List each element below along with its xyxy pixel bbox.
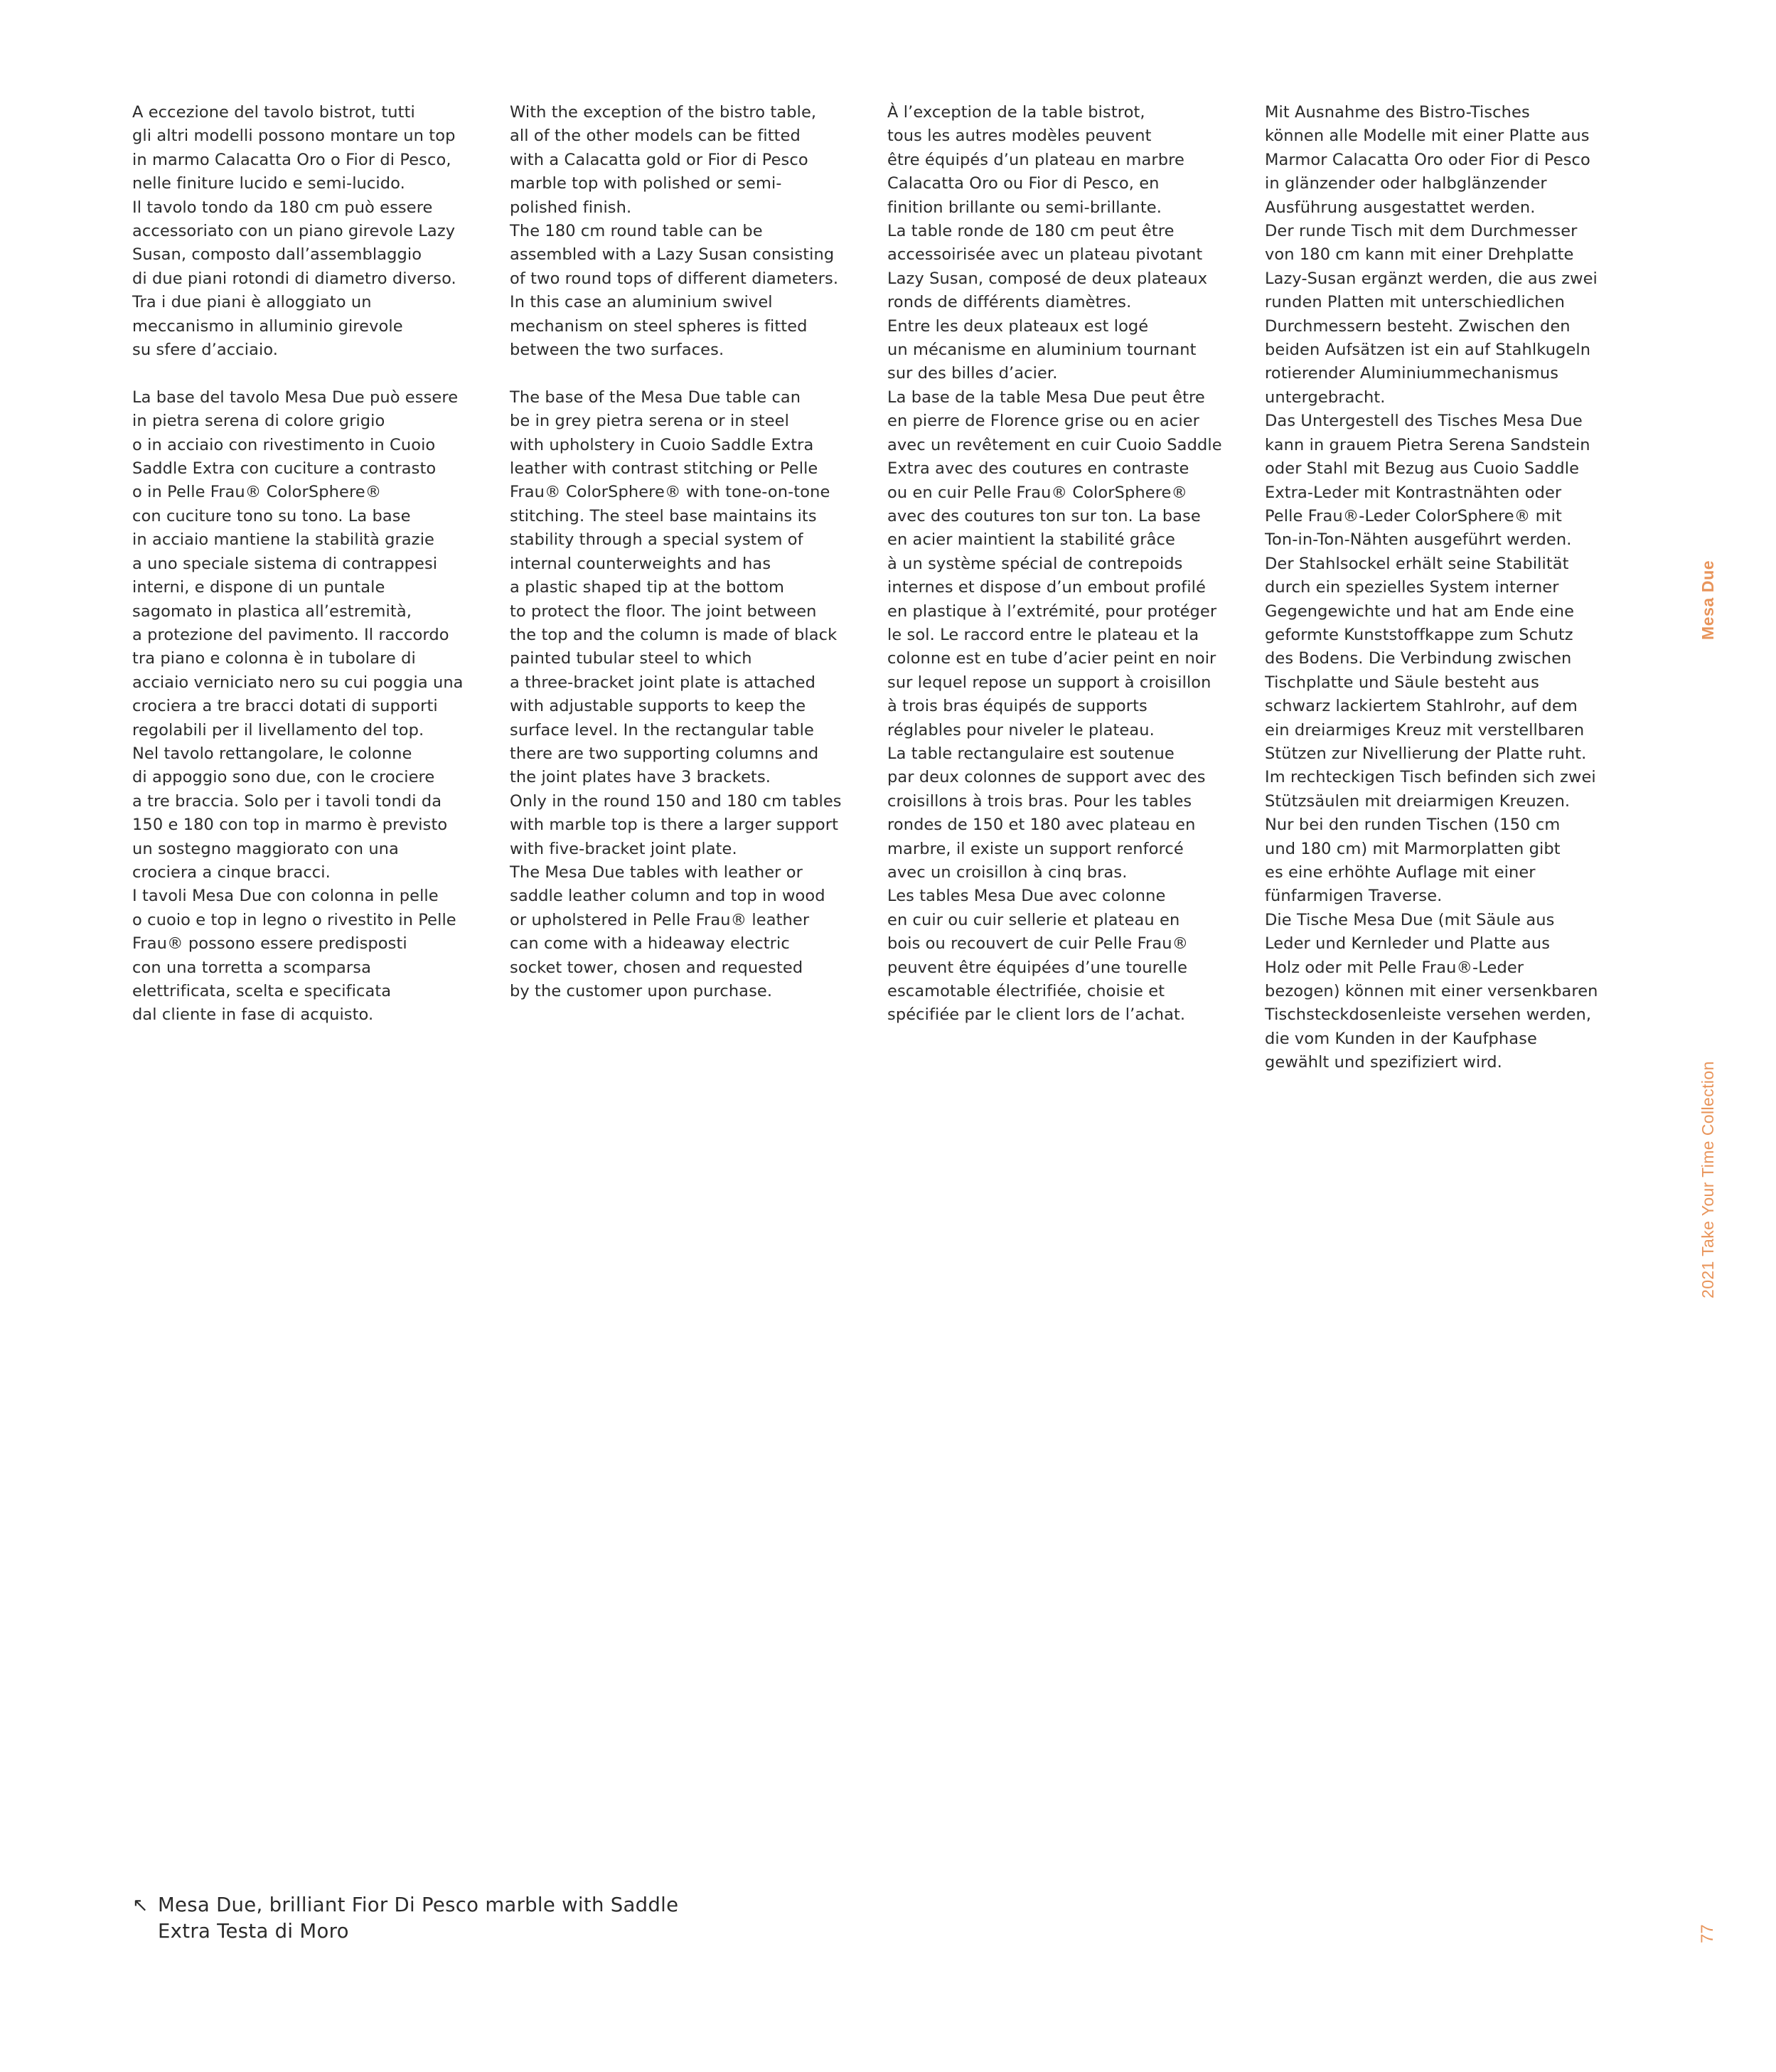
italian-paragraph-1: A eccezione del tavolo bistrot, tutti gli altri modelli possono montare un top in marmo Calacatta Oro o Fior di Pesco, nelle finiture lucido e semi-lucido. Il tavolo tondo da 180 cm può essere accessoriato con un piano girevole Lazy Susan, composto dall’assemblaggio di due piani rotondi di diametro diverso. Tra i due piani è alloggiato un meccanismo in alluminio girevole su sfere d’acciaio. [132,103,456,360]
column-german [1265,101,1620,1075]
column-italian [132,101,488,1027]
english-paragraph-1: With the exception of the bistro table, all of the other models can be fitted with a Calacatta gold or Fior di Pesco marble top with polished or semi- polished finish. The 180 cm round table can be assembled with a Lazy Susan consisting of two round tops of different diameters. In this case an aluminium swivel mechanism on steel spheres is fitted between the two surfaces. [510,103,839,360]
image-caption [132,1892,701,1945]
column-french [887,101,1243,1027]
caption-text: Mesa Due, brilliant Fior Di Pesco marble with Saddle Extra Testa di Moro [158,1894,679,1943]
page-number: 77 [1698,1924,1717,1943]
arrow-up-left-icon: ↖ [132,1894,149,1916]
section-title: Mesa Due [1699,560,1717,640]
italian-paragraph-2: La base del tavolo Mesa Due può essere in pietra serena di colore grigio o in acciaio con rivestimento in Cuoio Saddle Extra con cuciture a contrasto o in Pelle Frau® ColorSphere® con cuciture tono su tono. La base in acciaio mantiene la stabilità grazie a uno speciale sistema di contrappesi interni, e dispone di un puntale sagomato in plastica all’estremità, a protezione del pavimento. Il raccordo tra piano e colonna è in tubolare di acciaio verniciato nero su cui poggia una crociera a tre bracci dotati di supporti regolabili per il livellamento del top. Nel tavolo rettangolare, le colonne di appoggio sono due, con le crociere a tre braccia. Solo per i tavoli tondi da 150 e 180 con top in marmo è previsto un sostegno maggiorato con una crociera a cinque bracci. I tavoli Mesa Due con colonna in pelle o cuoio e top in legno o rivestito in Pelle Frau® possono essere predisposti con una torretta a scomparsa elettrificata, scelta e specificata dal cliente in fase di acquisto. [132,388,464,1025]
collection-label: 2021 Take Your Time Collection [1699,1061,1717,1298]
english-paragraph-2: The base of the Mesa Due table can be in grey pietra serena or in steel with upholstery in Cuoio Saddle Extra leather with contrast stitching or Pelle Frau® ColorSphere® with tone-on-tone stitching. The steel base maintains its stability through a special system of internal counterweights and has a plastic shaped tip at the bottom to protect the floor. The joint between the top and the column is made of black painted tubular steel to which a three-bracket joint plate is attached with adjustable supports to keep the surface level. In the rectangular table there are two supporting columns and the joint plates have 3 brackets. Only in the round 150 and 180 cm tables with marble top is there a larger support with five-bracket joint plate. The Mesa Due tables with leather or saddle leather column and top in wood or upholstered in Pelle Frau® leather can come with a hideaway electric socket tower, chosen and requested by the customer upon purchase. [510,388,842,1001]
french-paragraph-1: À l’exception de la table bistrot, tous les autres modèles peuvent être équipés d’un plateau en marbre Calacatta Oro ou Fior di Pesco, en finition brillante ou semi-brillante. La table ronde de 180 cm peut être accessoirisée avec un plateau pivotant Lazy Susan, composé de deux plateaux ronds de différents diamètres. Entre les deux plateaux est logé un mécanisme en aluminium tournant sur des billes d’acier. La base de la table Mesa Due peut être en pierre de Florence grise ou en acier avec un revêtement en cuir Cuoio Saddle Extra avec des coutures en contraste ou en cuir Pelle Frau® ColorSphere® avec des coutures ton sur ton. La base en acier maintient la stabilité grâce à un système spécial de contrepoids internes et dispose d’un embout profilé en plastique à l’extrémité, pour protéger le sol. Le raccord entre le plateau et la colonne est en tube d’acier peint en noir sur lequel repose un support à croisillon à trois bras équipés de supports réglables pour niveler le plateau. La table rectangulaire est soutenue par deux colonnes de support avec des croisillons à trois bras. Pour les tables rondes de 150 et 180 avec plateau en marbre, il existe un support renforcé avec un croisillon à cinq bras. Les tables Mesa Due avec colonne en cuir ou cuir sellerie et plateau en bois ou recouvert de cuir Pelle Frau® peuvent être équipées d’une tourelle escamotable électrifiée, choisie et spécifiée par le client lors de l’achat. [887,103,1222,1025]
german-paragraph-1: Mit Ausnahme des Bistro-Tisches können alle Modelle mit einer Platte aus Marmor Calacatta Oro oder Fior di Pesco in glänzender oder halbglänzender Ausführung ausgestattet werden. Der runde Tisch mit dem Durchmesser von 180 cm kann mit einer Drehplatte Lazy-Susan ergänzt werden, die aus zwei runden Platten mit unterschiedlichen Durchmessern besteht. Zwischen den beiden Aufsätzen ist ein auf Stahlkugeln rotierender Aluminiummechanismus untergebracht. Das Untergestell des Tisches Mesa Due kann in grauem Pietra Serena Sandstein oder Stahl mit Bezug aus Cuoio Saddle Extra-Leder mit Kontrastnähten oder Pelle Frau®-Leder ColorSphere® mit Ton-in-Ton-Nähten ausgeführt werden. Der Stahlsockel erhält seine Stabilität durch ein spezielles System interner Gegengewichte und hat am Ende eine geformte Kunststoffkappe zum Schutz des Bodens. Die Verbindung zwischen Tischplatte und Säule besteht aus schwarz lackiertem Stahlrohr, auf dem ein dreiarmiges Kreuz mit verstellbaren Stützen zur Nivellierung der Platte ruht. Im rechteckigen Tisch befinden sich zwei Stützsäulen mit dreiarmigen Kreuzen. Nur bei den runden Tischen (150 cm und 180 cm) mit Marmorplatten gibt es eine erhöhte Auflage mit einer fünfarmigen Traverse. Die Tische Mesa Due (mit Säule aus Leder und Kernleder und Platte aus Holz oder mit Pelle Frau®-Leder bezogen) können mit einer versenkbaren Tischsteckdosenleiste versehen werden, die vom Kunden in der Kaufphase gewählt und spezifiziert wird. [1265,103,1598,1072]
column-english [510,101,865,1003]
